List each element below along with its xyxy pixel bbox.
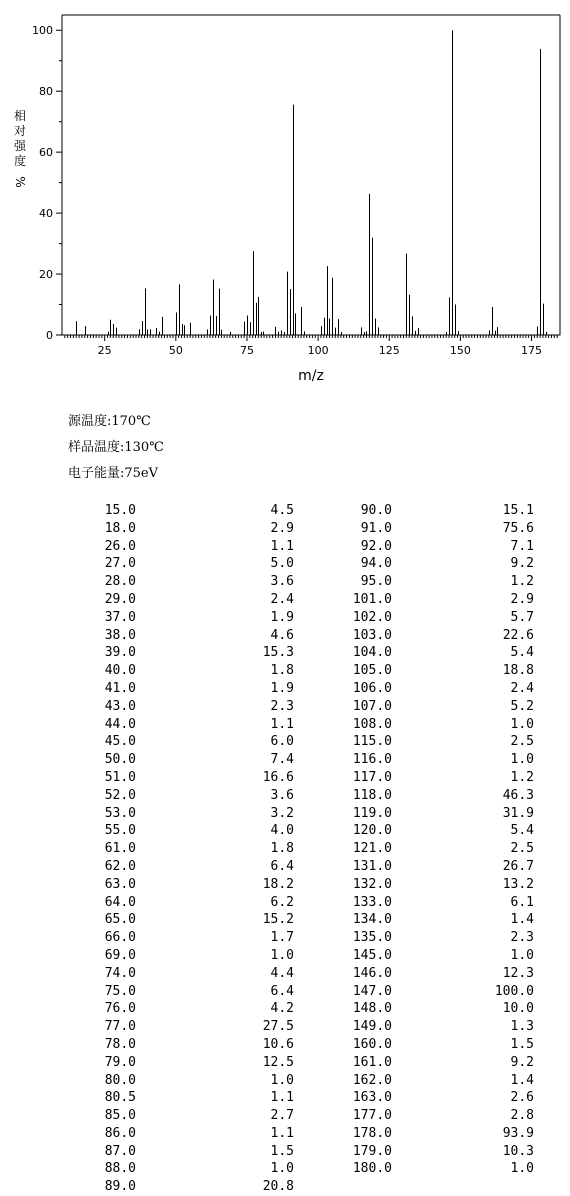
intensity-cell: 4.2 <box>270 1001 294 1017</box>
table-row <box>330 520 534 538</box>
table-row <box>330 822 534 840</box>
table-row <box>330 858 534 876</box>
intensity-cell: 1.5 <box>270 1143 294 1159</box>
intensity-cell: 5.4 <box>510 823 534 839</box>
x-axis-label: m/z <box>298 368 324 384</box>
x-tick-label: 125 <box>378 344 400 357</box>
mz-cell: 79.0 <box>104 1054 136 1070</box>
intensity-cell: 10.3 <box>502 1143 534 1159</box>
mz-cell: 62.0 <box>104 858 136 874</box>
intensity-cell: 6.4 <box>270 858 294 874</box>
table-row <box>68 1036 294 1054</box>
intensity-cell: 6.0 <box>270 734 294 750</box>
mz-cell: 161.0 <box>352 1054 392 1070</box>
table-row <box>68 858 294 876</box>
mz-cell: 52.0 <box>104 787 136 803</box>
table-row <box>330 1143 534 1161</box>
mz-cell: 28.0 <box>104 574 136 590</box>
peak-table-right <box>330 502 534 1178</box>
table-row <box>68 1018 294 1036</box>
intensity-cell: 1.2 <box>510 574 534 590</box>
intensity-cell: 9.2 <box>510 556 534 572</box>
intensity-cell: 15.3 <box>262 645 294 661</box>
table-row <box>68 733 294 751</box>
chart-ticks <box>32 24 557 357</box>
table-row <box>330 947 534 965</box>
mz-cell: 63.0 <box>104 876 136 892</box>
table-row <box>330 1160 534 1178</box>
intensity-cell: 1.2 <box>510 769 534 785</box>
intensity-cell: 2.3 <box>510 930 534 946</box>
intensity-cell: 6.2 <box>270 894 294 910</box>
mz-cell: 37.0 <box>104 609 136 625</box>
table-row <box>330 929 534 947</box>
table-row <box>68 876 294 894</box>
table-row <box>68 573 294 591</box>
table-row <box>68 822 294 840</box>
table-row <box>330 698 534 716</box>
intensity-cell: 26.7 <box>502 858 534 874</box>
mz-cell: 80.0 <box>104 1072 136 1088</box>
intensity-cell: 1.4 <box>510 1072 534 1088</box>
intensity-cell: 2.5 <box>510 841 534 857</box>
intensity-cell: 2.9 <box>510 591 534 607</box>
intensity-cell: 3.6 <box>270 574 294 590</box>
table-row <box>68 1143 294 1161</box>
intensity-cell: 15.1 <box>502 503 534 518</box>
intensity-cell: 1.0 <box>270 947 294 963</box>
y-label-unit: % <box>13 176 27 188</box>
table-row <box>330 983 534 1001</box>
mz-cell: 89.0 <box>104 1179 136 1195</box>
table-row <box>330 627 534 645</box>
mz-cell: 105.0 <box>352 663 392 679</box>
intensity-cell: 16.6 <box>262 769 294 785</box>
table-row <box>330 769 534 787</box>
table-row <box>68 716 294 734</box>
table-row <box>68 787 294 805</box>
table-row <box>68 698 294 716</box>
table-row <box>68 911 294 929</box>
y-tick-label: 100 <box>32 24 53 38</box>
intensity-cell: 20.8 <box>262 1179 294 1195</box>
mz-cell: 120.0 <box>352 823 392 839</box>
table-row <box>330 502 534 520</box>
electron-energy: 电子能量:75eV <box>68 466 159 481</box>
mz-cell: 55.0 <box>104 823 136 839</box>
table-row <box>330 751 534 769</box>
table-row <box>68 929 294 947</box>
intensity-cell: 13.2 <box>502 876 534 892</box>
intensity-cell: 4.6 <box>270 627 294 643</box>
mz-cell: 38.0 <box>104 627 136 643</box>
chart-axes <box>62 15 560 335</box>
y-label-char: 强 <box>13 139 27 153</box>
peak-table-left <box>68 502 294 1196</box>
table-row <box>68 894 294 912</box>
intensity-cell: 2.4 <box>270 591 294 607</box>
table-row <box>68 1107 294 1125</box>
intensity-cell: 18.8 <box>502 663 534 679</box>
mz-cell: 146.0 <box>352 965 392 981</box>
mz-cell: 77.0 <box>104 1019 136 1035</box>
intensity-cell: 2.8 <box>510 1108 534 1124</box>
mz-cell: 178.0 <box>352 1125 392 1141</box>
intensity-cell: 10.6 <box>262 1036 294 1052</box>
y-tick-label: 40 <box>39 207 53 221</box>
table-row <box>68 538 294 556</box>
table-row <box>68 680 294 698</box>
table-row <box>330 840 534 858</box>
mz-cell: 74.0 <box>104 965 136 981</box>
intensity-cell: 1.8 <box>270 841 294 857</box>
intensity-cell: 7.4 <box>270 752 294 768</box>
mz-cell: 91.0 <box>360 520 392 536</box>
table-row <box>330 1018 534 1036</box>
table-row <box>68 520 294 538</box>
mz-cell: 78.0 <box>104 1036 136 1052</box>
mz-cell: 101.0 <box>352 591 392 607</box>
y-tick-label: 60 <box>39 146 53 160</box>
table-row <box>68 591 294 609</box>
mz-cell: 132.0 <box>352 876 392 892</box>
table-row <box>330 1054 534 1072</box>
mz-cell: 103.0 <box>352 627 392 643</box>
intensity-cell: 1.0 <box>510 716 534 732</box>
intensity-cell: 1.7 <box>270 930 294 946</box>
table-row <box>68 1178 294 1196</box>
mz-cell: 160.0 <box>352 1036 392 1052</box>
table-row <box>330 644 534 662</box>
table-row <box>68 1054 294 1072</box>
x-tick-label: 25 <box>97 344 112 357</box>
mz-cell: 133.0 <box>352 894 392 910</box>
mz-cell: 121.0 <box>352 841 392 857</box>
table-row <box>68 769 294 787</box>
intensity-cell: 1.5 <box>510 1036 534 1052</box>
intensity-cell: 1.3 <box>510 1019 534 1035</box>
table-row <box>330 1107 534 1125</box>
x-tick-label: 75 <box>239 344 254 357</box>
table-row <box>68 1160 294 1178</box>
y-tick-label: 80 <box>39 85 53 99</box>
table-row <box>68 644 294 662</box>
mz-cell: 88.0 <box>104 1161 136 1177</box>
mz-cell: 162.0 <box>352 1072 392 1088</box>
intensity-cell: 2.3 <box>270 698 294 714</box>
plot-frame <box>62 15 560 335</box>
table-row <box>68 1000 294 1018</box>
table-row <box>330 538 534 556</box>
mz-cell: 39.0 <box>104 645 136 661</box>
intensity-cell: 5.4 <box>510 645 534 661</box>
mz-cell: 117.0 <box>352 769 392 785</box>
intensity-cell: 12.5 <box>262 1054 294 1070</box>
mz-cell: 116.0 <box>352 752 392 768</box>
table-row <box>68 1125 294 1143</box>
intensity-cell: 9.2 <box>510 1054 534 1070</box>
x-tick-label: 50 <box>168 344 183 357</box>
intensity-cell: 5.0 <box>270 556 294 572</box>
table-row <box>330 911 534 929</box>
mz-cell: 80.5 <box>104 1090 136 1106</box>
mz-cell: 45.0 <box>104 734 136 750</box>
mz-cell: 43.0 <box>104 698 136 714</box>
mz-cell: 134.0 <box>352 912 392 928</box>
table-row <box>330 876 534 894</box>
mz-cell: 177.0 <box>352 1108 392 1124</box>
intensity-cell: 10.0 <box>502 1001 534 1017</box>
mz-cell: 163.0 <box>352 1090 392 1106</box>
intensity-cell: 2.5 <box>510 734 534 750</box>
table-row <box>330 716 534 734</box>
table-row <box>68 947 294 965</box>
intensity-cell: 93.9 <box>502 1125 534 1141</box>
table-row <box>330 1000 534 1018</box>
table-row <box>330 662 534 680</box>
mz-cell: 90.0 <box>360 503 392 518</box>
mass-spectrum-chart <box>0 0 570 385</box>
table-row <box>330 573 534 591</box>
intensity-cell: 15.2 <box>262 912 294 928</box>
table-row <box>330 1036 534 1054</box>
table-row <box>330 609 534 627</box>
mz-cell: 106.0 <box>352 680 392 696</box>
intensity-cell: 75.6 <box>502 520 534 536</box>
table-row <box>330 733 534 751</box>
table-row <box>330 965 534 983</box>
intensity-cell: 3.2 <box>270 805 294 821</box>
table-row <box>68 751 294 769</box>
table-row <box>68 1089 294 1107</box>
intensity-cell: 2.6 <box>510 1090 534 1106</box>
mz-cell: 179.0 <box>352 1143 392 1159</box>
mz-cell: 115.0 <box>352 734 392 750</box>
intensity-cell: 2.4 <box>510 680 534 696</box>
mz-cell: 149.0 <box>352 1019 392 1035</box>
table-row <box>68 805 294 823</box>
mz-cell: 131.0 <box>352 858 392 874</box>
intensity-cell: 12.3 <box>502 965 534 981</box>
mz-cell: 75.0 <box>104 983 136 999</box>
y-tick-label: 0 <box>46 329 53 342</box>
y-label-char: 对 <box>13 124 27 138</box>
intensity-cell: 5.2 <box>510 698 534 714</box>
source-temperature: 源温度:170℃ <box>68 414 151 429</box>
sample-temperature: 样品温度:130℃ <box>68 440 164 455</box>
mz-cell: 180.0 <box>352 1161 392 1177</box>
mz-cell: 94.0 <box>360 556 392 572</box>
chart-bars <box>77 30 547 335</box>
intensity-cell: 1.4 <box>510 912 534 928</box>
mz-cell: 85.0 <box>104 1108 136 1124</box>
mz-cell: 108.0 <box>352 716 392 732</box>
mz-cell: 29.0 <box>104 591 136 607</box>
mz-cell: 104.0 <box>352 645 392 661</box>
intensity-cell: 27.5 <box>262 1019 294 1035</box>
table-row <box>68 555 294 573</box>
table-row <box>330 894 534 912</box>
mz-cell: 44.0 <box>104 716 136 732</box>
intensity-cell: 2.9 <box>270 520 294 536</box>
intensity-cell: 46.3 <box>502 787 534 803</box>
intensity-cell: 1.1 <box>270 716 294 732</box>
intensity-cell: 22.6 <box>502 627 534 643</box>
intensity-cell: 1.1 <box>270 1125 294 1141</box>
intensity-cell: 1.8 <box>270 663 294 679</box>
table-row <box>330 805 534 823</box>
y-label-char: 度 <box>13 154 27 168</box>
intensity-cell: 100.0 <box>494 983 534 999</box>
table-row <box>330 555 534 573</box>
intensity-cell: 4.4 <box>270 965 294 981</box>
mz-cell: 92.0 <box>360 538 392 554</box>
intensity-cell: 5.7 <box>510 609 534 625</box>
table-row <box>330 1072 534 1090</box>
mz-cell: 107.0 <box>352 698 392 714</box>
mz-cell: 76.0 <box>104 1001 136 1017</box>
mz-cell: 15.0 <box>104 503 136 518</box>
mz-cell: 145.0 <box>352 947 392 963</box>
mz-cell: 118.0 <box>352 787 392 803</box>
mz-cell: 135.0 <box>352 930 392 946</box>
mz-cell: 53.0 <box>104 805 136 821</box>
mz-cell: 86.0 <box>104 1125 136 1141</box>
y-axis-label <box>13 108 27 188</box>
mz-cell: 102.0 <box>352 609 392 625</box>
table-row <box>68 627 294 645</box>
table-row <box>68 502 294 520</box>
mz-cell: 87.0 <box>104 1143 136 1159</box>
y-tick-label: 20 <box>39 268 53 282</box>
table-row <box>330 1125 534 1143</box>
table-row <box>330 591 534 609</box>
table-row <box>68 965 294 983</box>
intensity-cell: 4.0 <box>270 823 294 839</box>
intensity-cell: 1.0 <box>510 1161 534 1177</box>
mz-cell: 69.0 <box>104 947 136 963</box>
mz-cell: 26.0 <box>104 538 136 554</box>
table-row <box>68 1072 294 1090</box>
intensity-cell: 7.1 <box>510 538 534 554</box>
mz-cell: 65.0 <box>104 912 136 928</box>
mz-cell: 51.0 <box>104 769 136 785</box>
table-row <box>68 983 294 1001</box>
mz-cell: 64.0 <box>104 894 136 910</box>
table-row <box>68 662 294 680</box>
mz-cell: 95.0 <box>360 574 392 590</box>
intensity-cell: 18.2 <box>262 876 294 892</box>
y-label-char: 相 <box>13 109 27 123</box>
mz-cell: 18.0 <box>104 520 136 536</box>
table-row <box>68 609 294 627</box>
intensity-cell: 1.0 <box>270 1161 294 1177</box>
mz-cell: 119.0 <box>352 805 392 821</box>
intensity-cell: 31.9 <box>502 805 534 821</box>
intensity-cell: 1.9 <box>270 609 294 625</box>
intensity-cell: 1.1 <box>270 1090 294 1106</box>
intensity-cell: 1.0 <box>510 947 534 963</box>
x-tick-label: 100 <box>307 344 329 357</box>
mz-cell: 61.0 <box>104 841 136 857</box>
intensity-cell: 6.1 <box>510 894 534 910</box>
intensity-cell: 4.5 <box>270 503 294 518</box>
table-row <box>330 1089 534 1107</box>
intensity-cell: 3.6 <box>270 787 294 803</box>
intensity-cell: 2.7 <box>270 1108 294 1124</box>
mz-cell: 147.0 <box>352 983 392 999</box>
x-tick-label: 150 <box>449 344 471 357</box>
mz-cell: 40.0 <box>104 663 136 679</box>
mz-cell: 27.0 <box>104 556 136 572</box>
intensity-cell: 1.0 <box>270 1072 294 1088</box>
mz-cell: 66.0 <box>104 930 136 946</box>
mz-cell: 148.0 <box>352 1001 392 1017</box>
table-row <box>330 787 534 805</box>
x-tick-label: 175 <box>521 344 543 357</box>
mz-cell: 50.0 <box>104 752 136 768</box>
intensity-cell: 6.4 <box>270 983 294 999</box>
mz-cell: 41.0 <box>104 680 136 696</box>
intensity-cell: 1.9 <box>270 680 294 696</box>
table-row <box>68 840 294 858</box>
intensity-cell: 1.0 <box>510 752 534 768</box>
intensity-cell: 1.1 <box>270 538 294 554</box>
table-row <box>330 680 534 698</box>
